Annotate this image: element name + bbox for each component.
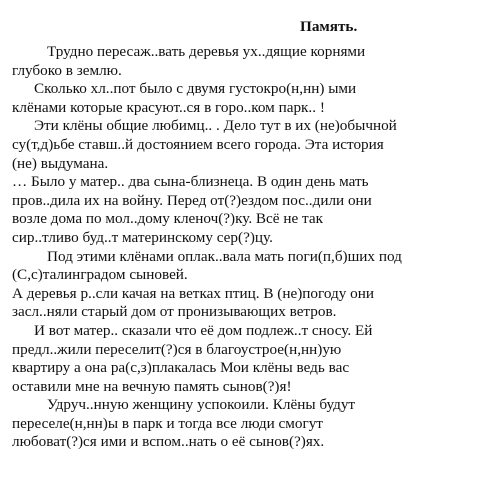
text-line: сир..тливо буд..т материнскому сер(?)цу.	[12, 228, 273, 246]
text-line: Сколько хл..пот было с двумя густокро(н,нн) ыми	[34, 80, 357, 98]
text-line: Эти клёны общие любимц.. . Дело тут в их (не)обычной	[34, 117, 397, 135]
text-line: Удруч..нную женщину успокоили. Клёны будут	[47, 396, 356, 414]
text-line: (С,с)талинградом сыновей.	[12, 266, 188, 284]
text-line: переселе(н,нн)ы в парк и тогда все люди смогут	[12, 414, 323, 432]
text-line: оставили мне на вечную память сынов(?)я!	[12, 377, 292, 395]
document-body	[12, 43, 474, 452]
document-title: Память.	[300, 18, 358, 35]
text-line: И вот матер.. сказали что её дом подлеж..т сносу. Ей	[34, 321, 373, 339]
text-line: предл..жили переселит(?)ся в благоустрое(н,нн)ую	[12, 340, 342, 358]
text-line: (не) выдумана.	[12, 154, 109, 172]
text-line: Под этими клёнами оплак..вала мать поги(п,б)ших под	[47, 247, 402, 265]
text-line: возле дома по мол..дому кленоч(?)ку. Всё не так	[12, 210, 323, 228]
text-line: глубоко в землю.	[12, 61, 122, 79]
text-line: А деревья р..сли качая на ветках птиц. В (не)погоду они	[12, 284, 374, 302]
text-line: су(т,д)ьбе ставш..й достоянием всего города. Эта история	[12, 135, 384, 153]
text-line: Трудно пересаж..вать деревья ух..дящие корнями	[47, 43, 366, 60]
text-line: засл..няли старый дом от пронизывающих ветров.	[12, 303, 337, 321]
text-line: пров..дила их на войну. Перед от(?)ездом пос..дили они	[12, 191, 372, 209]
text-line: любоват(?)ся ими и вспом..нать о её сынов(?)ях.	[12, 433, 325, 451]
text-line: … Было у матер.. два сына-близнеца. В один день мать	[12, 173, 369, 191]
text-line: квартиру а она ра(с,з)плакалась Мои клёны ведь вас	[12, 359, 350, 377]
text-line: клёнами которые красуют..ся в горо..ком парк.. !	[12, 98, 325, 116]
